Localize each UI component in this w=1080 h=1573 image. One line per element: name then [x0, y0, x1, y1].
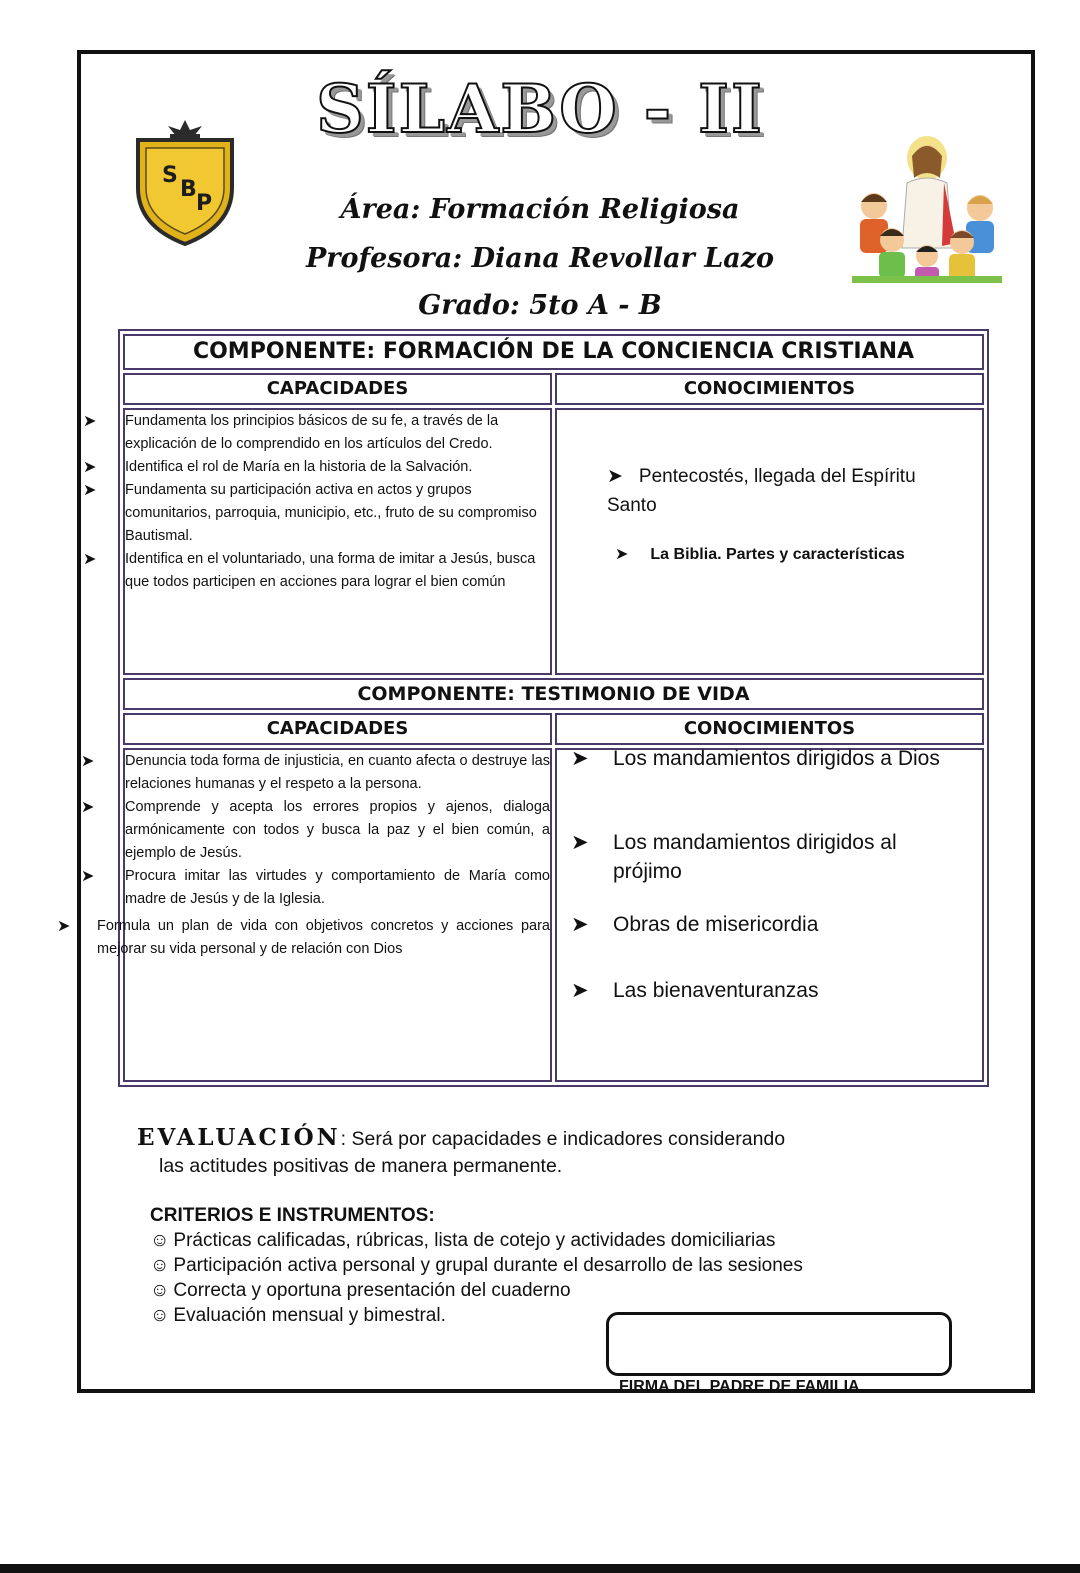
arrow-bullet-icon: ➤: [615, 546, 629, 563]
list-item: ➤ Los mandamientos dirigidos a Dios: [571, 744, 971, 773]
list-item: ☺ Prácticas calificadas, rúbricas, lista de cotejo y actividades domiciliarias: [150, 1230, 776, 1251]
component2-cap-header: CAPACIDADES: [123, 713, 552, 745]
component1-con-header: CONOCIMIENTOS: [555, 373, 984, 405]
component2-capacidades-cell: [57, 748, 552, 1082]
list-item: ➤ Identifica en el voluntariado, una forma de imitar a Jesús, busca que todos participen en acciones para lograr el bien común: [125, 548, 550, 594]
component1-conocimientos-cell: [555, 408, 984, 675]
arrow-bullet-icon: ➤: [83, 482, 97, 499]
criteria-section: [150, 1203, 803, 1328]
list-item: ➤ Los mandamientos dirigidos al prójimo: [571, 828, 971, 886]
evaluation-label: EVALUACIÓN: [137, 1124, 341, 1151]
teacher-line: Profesora: Diana Revollar Lazo: [305, 243, 775, 274]
signature-label: FIRMA DEL PADRE DE FAMILIA: [619, 1378, 860, 1393]
list-item: ➤ Identifica el rol de María en la historia de la Salvación.: [125, 456, 550, 479]
bottom-border-line: [0, 1564, 1080, 1573]
list-item: ➤ Pentecostés, llegada del Espíritu Santo: [607, 466, 916, 516]
svg-text:B: B: [180, 177, 197, 202]
area-line: Área: Formación Religiosa: [340, 194, 740, 225]
list-item: ☺ Correcta y oportuna presentación del cuaderno: [150, 1280, 571, 1301]
list-item: ➤ Formula un plan de vida con objetivos concretos y acciones para mejorar su vida personal y de relación con Dios: [97, 915, 550, 961]
arrow-bullet-icon: ➤: [607, 466, 623, 487]
evaluation-section: [137, 1124, 997, 1180]
smiley-icon: ☺: [150, 1305, 170, 1326]
svg-text:P: P: [196, 191, 213, 216]
list-item: ➤ Denuncia toda forma de injusticia, en cuanto afecta o destruye las relaciones humanas y el respeto a la persona.: [125, 750, 550, 796]
arrow-bullet-icon: ➤: [571, 913, 589, 936]
smiley-icon: ☺: [150, 1280, 170, 1301]
component2-capacidades-list: [57, 750, 550, 1080]
arrow-bullet-icon: ➤: [83, 459, 97, 476]
arrow-bullet-icon: ➤: [81, 753, 95, 770]
component1-capacidades-cell: [83, 408, 552, 675]
list-item: ➤ Fundamenta los principios básicos de su fe, a través de la explicación de lo comprendido en los artículos del Credo.: [125, 410, 550, 456]
evaluation-text-line2: las actitudes positivas de manera permanente.: [159, 1155, 563, 1177]
syllabus-table: [57, 329, 989, 1087]
arrow-bullet-icon: ➤: [81, 799, 95, 816]
arrow-bullet-icon: ➤: [83, 413, 97, 430]
criteria-title: CRITERIOS E INSTRUMENTOS:: [150, 1205, 435, 1226]
list-item: ➤ Fundamenta su participación activa en actos y grupos comunitarios, parroquia, municipio, etc., fruto de su compromiso Bautismal.: [125, 479, 550, 548]
arrow-bullet-icon: ➤: [571, 831, 589, 854]
component1-title: COMPONENTE: FORMACIÓN DE LA CONCIENCIA CRISTIANA: [123, 334, 984, 370]
arrow-bullet-icon: ➤: [571, 747, 589, 770]
smiley-icon: ☺: [150, 1255, 170, 1276]
component1-cap-header: CAPACIDADES: [123, 373, 552, 405]
list-item: ➤ Procura imitar las virtudes y comportamiento de María como madre de Jesús y de la Iglesia.: [125, 865, 550, 911]
list-item: ☺ Evaluación mensual y bimestral.: [150, 1305, 446, 1326]
list-item: ➤ La Biblia. Partes y características: [615, 546, 905, 563]
component2-con-header: CONOCIMIENTOS: [555, 713, 984, 745]
arrow-bullet-icon: ➤: [57, 918, 71, 935]
list-item: ➤ Obras de misericordia: [571, 910, 971, 939]
list-item: ☺ Participación activa personal y grupal durante el desarrollo de las sesiones: [150, 1255, 803, 1276]
smiley-icon: ☺: [150, 1230, 170, 1251]
list-item: ➤ Las bienaventuranzas: [571, 976, 971, 1005]
arrow-bullet-icon: ➤: [83, 551, 97, 568]
component2-conocimientos-cell: [555, 748, 984, 1082]
svg-text:S: S: [162, 163, 178, 188]
arrow-bullet-icon: ➤: [571, 979, 589, 1002]
arrow-bullet-icon: ➤: [81, 868, 95, 885]
component2-title: COMPONENTE: TESTIMONIO DE VIDA: [123, 678, 984, 710]
grade-line: Grado: 5to A - B: [418, 290, 662, 321]
evaluation-text-line1: : Será por capacidades e indicadores considerando: [340, 1128, 786, 1150]
page-title: SÍLABO - II: [316, 70, 764, 148]
component1-capacidades-list: [83, 410, 550, 673]
signature-box[interactable]: [606, 1312, 952, 1376]
list-item: ➤ Comprende y acepta los errores propios y ajenos, dialoga armónicamente con todos y busca la paz y el bien común, a ejemplo de Jesús.: [125, 796, 550, 865]
